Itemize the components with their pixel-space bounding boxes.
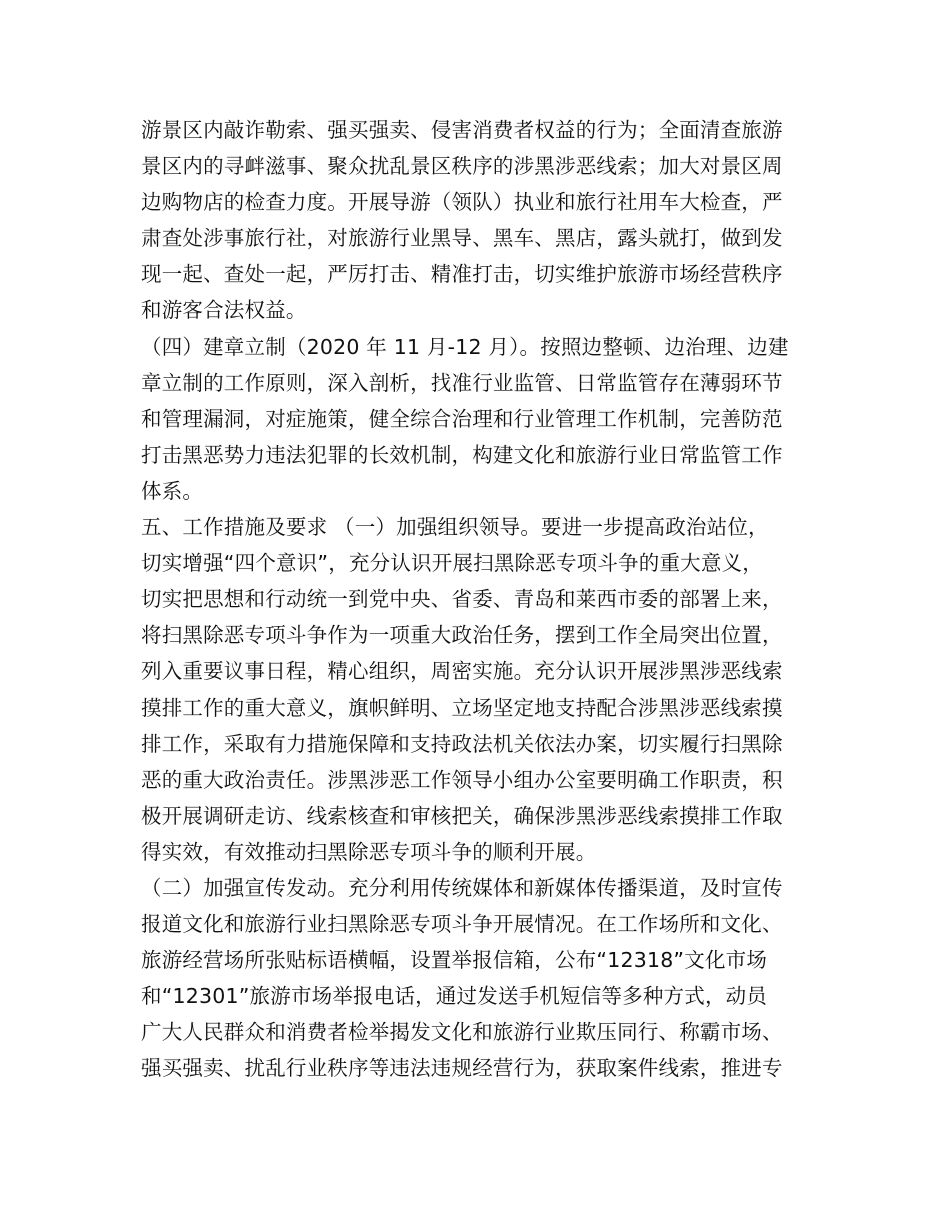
text-line: 打击黑恶势力违法犯罪的长效机制，构建文化和旅游行业日常监管工作 bbox=[141, 442, 783, 467]
text-line: 恶的重大政治责任。涉黑涉恶工作领导小组办公室要明确工作职责，积 bbox=[141, 767, 783, 792]
text-line: 将扫黑除恶专项斗争作为一项重大政治任务，摆到工作全局突出位置， bbox=[141, 623, 783, 648]
text-line: 肃查处涉事旅行社，对旅游行业黑导、黑车、黑店，露头就打，做到发 bbox=[141, 226, 783, 251]
text-line: 切实把思想和行动统一到党中央、省委、青岛和莱西市委的部署上来， bbox=[141, 587, 783, 612]
text-line: 旅游经营场所张贴标语横幅，设置举报信箱，公布“12318”文化市场 bbox=[141, 948, 768, 973]
text-line: 体系。 bbox=[141, 478, 204, 503]
text-line: 排工作，采取有力措施保障和支持政法机关依法办案，切实履行扫黑除 bbox=[141, 731, 783, 756]
text-line: （四）建章立制（2020 年 11 月-12 月）。按照边整顿、边治理、边建 bbox=[141, 334, 789, 359]
text-line: 切实增强“四个意识”，充分认识开展扫黑除恶专项斗争的重大意义， bbox=[141, 551, 763, 576]
text-line: 和游客合法权益。 bbox=[141, 298, 307, 323]
text-line: 强买强卖、扰乱行业秩序等违法违规经营行为，获取案件线索，推进专 bbox=[141, 1056, 783, 1081]
text-line: 广大人民群众和消费者检举揭发文化和旅游行业欺压同行、称霸市场、 bbox=[141, 1020, 783, 1045]
text-line: 列入重要议事日程，精心组织，周密实施。充分认识开展涉黑涉恶线索 bbox=[141, 659, 783, 684]
text-line: 得实效，有效推动扫黑除恶专项斗争的顺利开展。 bbox=[141, 839, 597, 864]
text-line: （二）加强宣传发动。充分利用传统媒体和新媒体传播渠道，及时宣传 bbox=[141, 875, 783, 900]
text-line: 章立制的工作原则，深入剖析，找准行业监管、日常监管存在薄弱环节 bbox=[141, 370, 783, 395]
text-line: 摸排工作的重大意义，旗帜鲜明、立场坚定地支持配合涉黑涉恶线索摸 bbox=[141, 695, 783, 720]
text-line: 报道文化和旅游行业扫黑除恶专项斗争开展情况。在工作场所和文化、 bbox=[141, 912, 783, 937]
text-line: 游景区内敲诈勒索、强买强卖、侵害消费者权益的行为；全面清查旅游 bbox=[141, 118, 783, 142]
text-line: 和管理漏洞，对症施策，健全综合治理和行业管理工作机制，完善防范 bbox=[141, 406, 783, 431]
text-line: 现一起、查处一起，严厉打击、精准打击，切实维护旅游市场经营秩序 bbox=[141, 262, 783, 287]
text-line: 五、工作措施及要求 （一）加强组织领导。要进一步提高政治站位， bbox=[141, 515, 769, 540]
text-line: 和“12301”旅游市场举报电话，通过发送手机短信等多种方式，动员 bbox=[141, 984, 768, 1009]
body-text bbox=[141, 112, 821, 1087]
text-line: 景区内的寻衅滋事、聚众扰乱景区秩序的涉黑涉恶线索；加大对景区周 bbox=[141, 154, 783, 179]
text-line: 极开展调研走访、线索核查和审核把关，确保涉黑涉恶线索摸排工作取 bbox=[141, 803, 783, 828]
text-line: 边购物店的检查力度。开展导游（领队）执业和旅行社用车大检查，严 bbox=[141, 190, 783, 215]
